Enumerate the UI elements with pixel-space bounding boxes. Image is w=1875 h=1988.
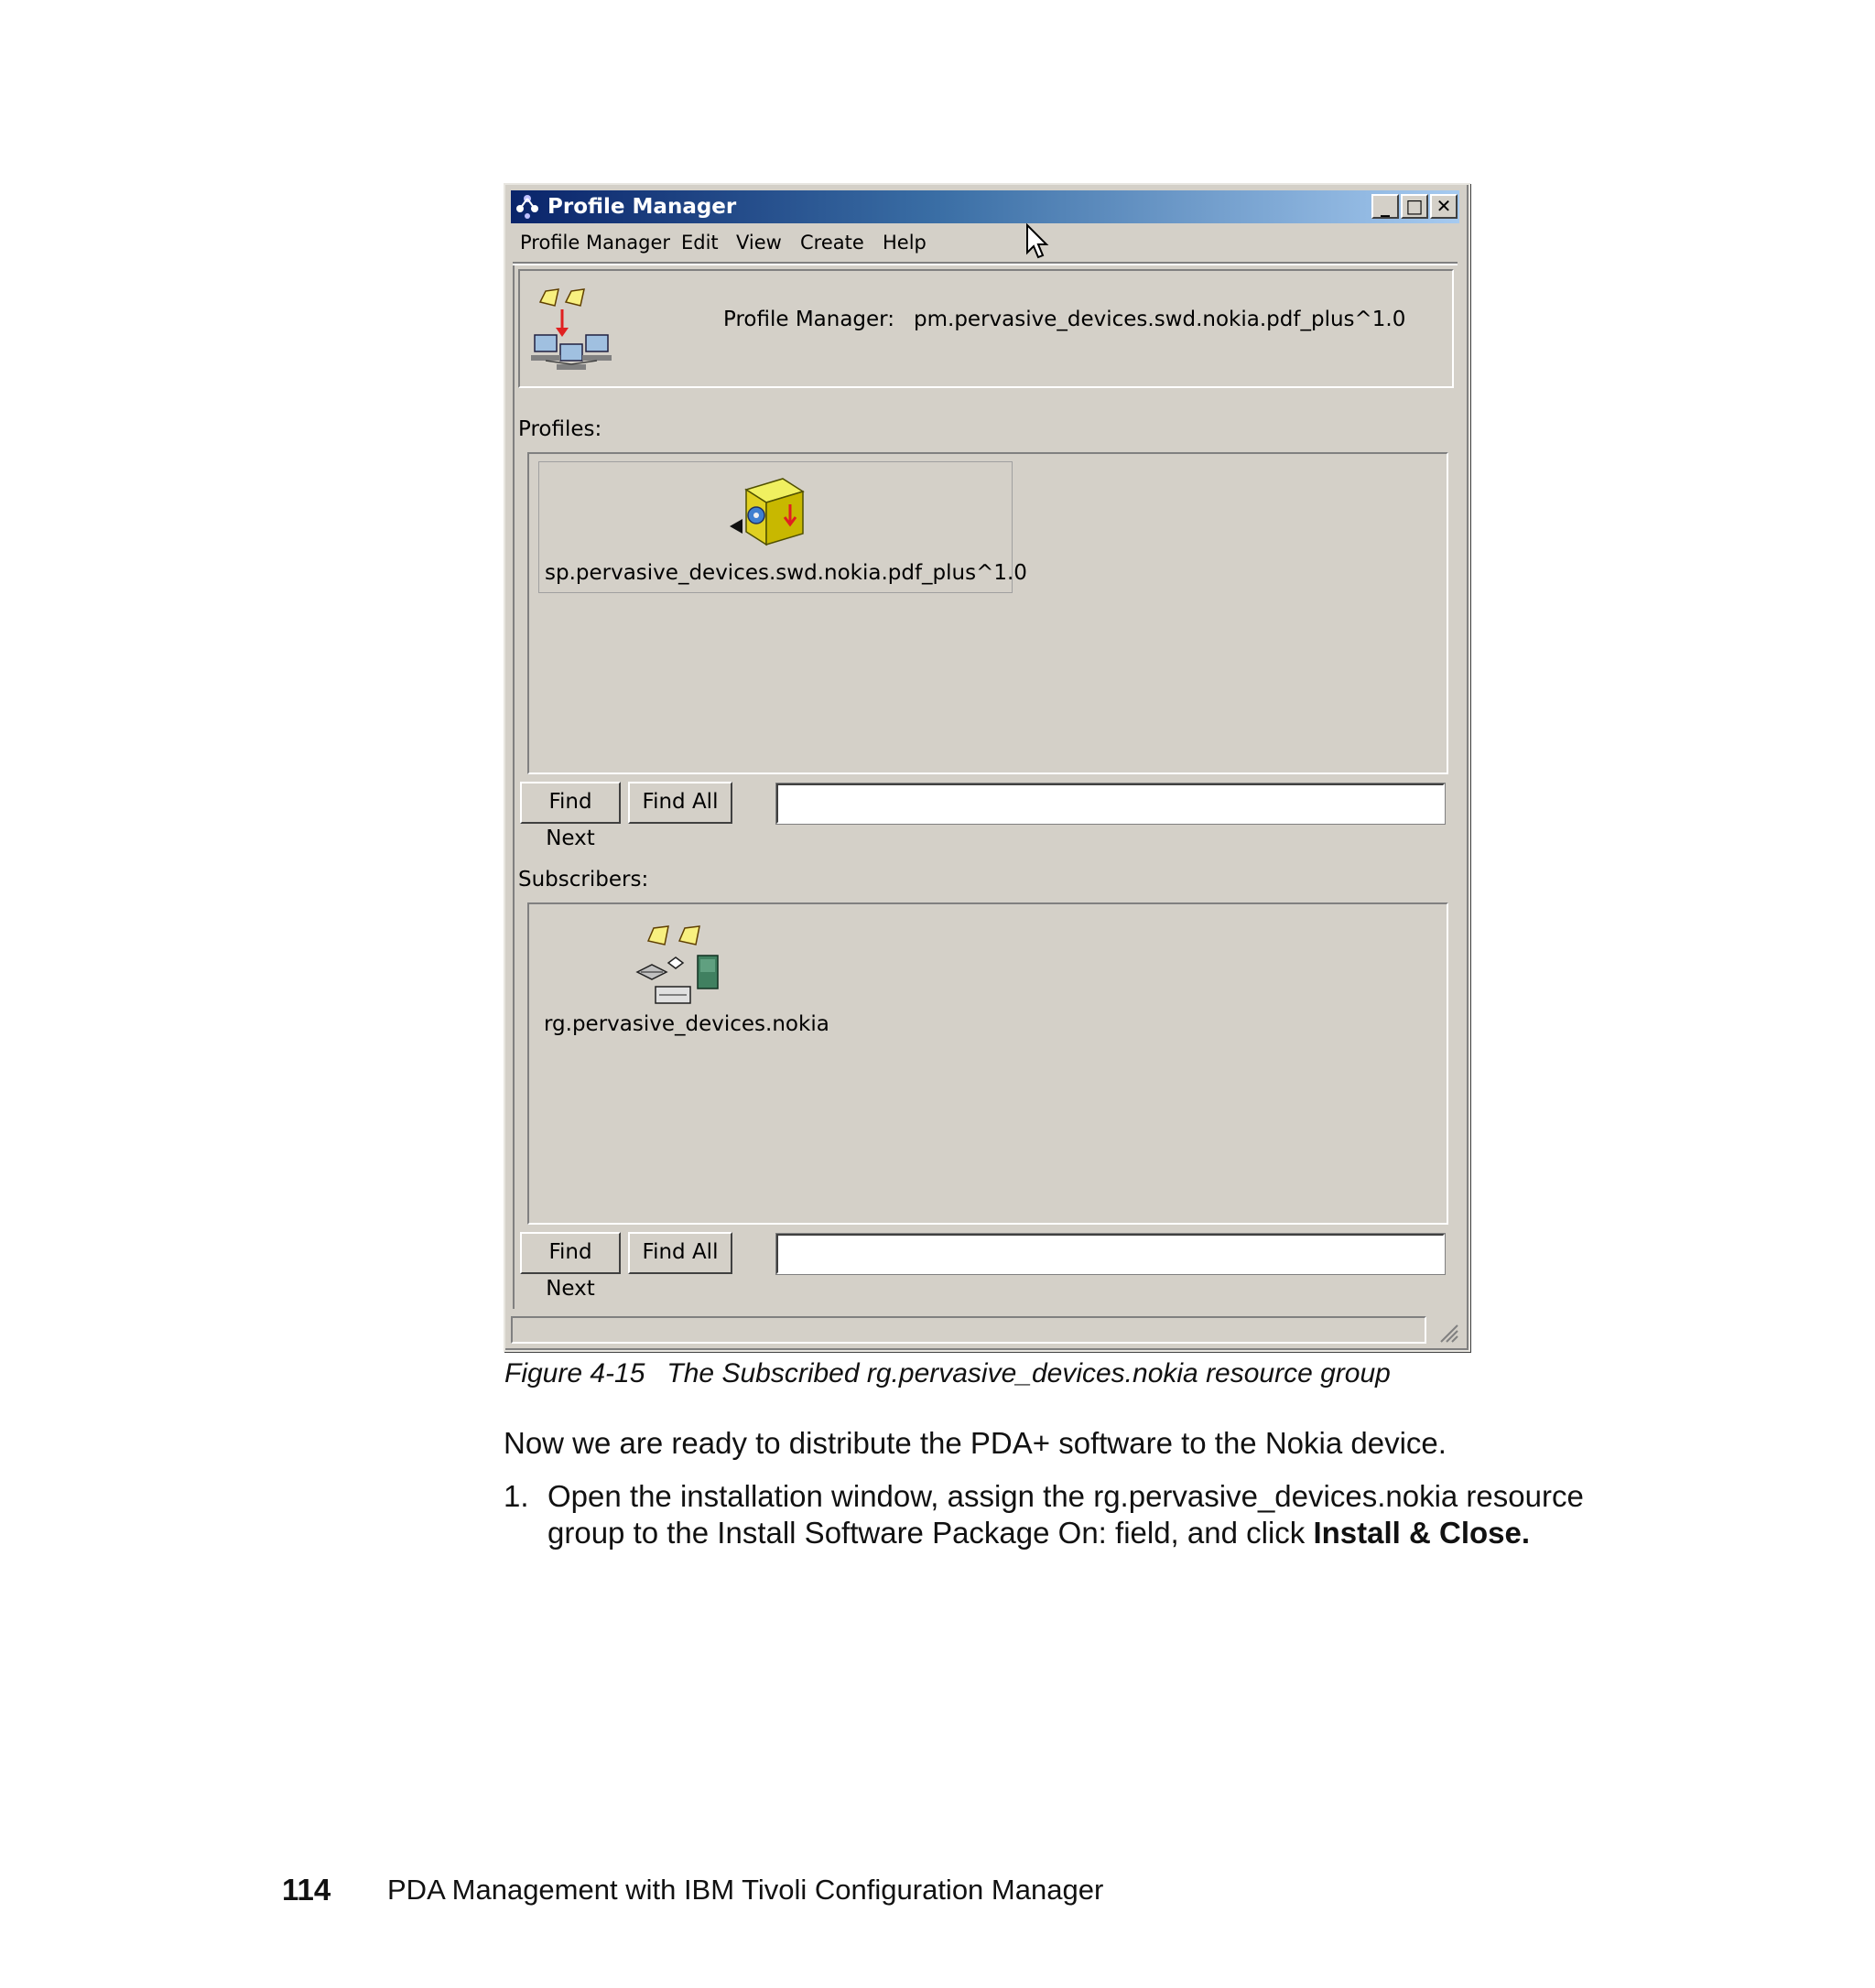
- tivoli-app-icon: [515, 194, 540, 220]
- profile-manager-window: [504, 183, 1470, 1352]
- step-text-line-2-plain: group to the Install Software Package On: field, and click: [547, 1516, 1314, 1550]
- subscribers-list[interactable]: [527, 902, 1448, 1225]
- profile-manager-name: pm.pervasive_devices.swd.nokia.pdf_plus^1.0: [914, 308, 1406, 331]
- profile-manager-header: [518, 269, 1454, 388]
- profiles-find-all-button[interactable]: Find All: [628, 782, 732, 824]
- minimize-button[interactable]: _: [1371, 194, 1399, 219]
- menu-help[interactable]: Help: [883, 232, 927, 254]
- subscriber-name: rg.pervasive_devices.nokia: [544, 1012, 829, 1036]
- profile-name: sp.pervasive_devices.swd.nokia.pdf_plus^1.0: [545, 561, 1027, 585]
- list-item[interactable]: [538, 912, 831, 1049]
- page-number: 114: [282, 1873, 331, 1907]
- profiles-search-input[interactable]: [776, 783, 1445, 824]
- body-paragraph: Now we are ready to distribute the PDA+ software to the Nokia device.: [504, 1426, 1447, 1460]
- install-close-emphasis: Install & Close.: [1313, 1516, 1531, 1550]
- menu-view[interactable]: View: [736, 232, 782, 254]
- menu-divider: [513, 262, 1458, 265]
- profile-manager-label: Profile Manager:: [723, 308, 894, 331]
- maximize-button[interactable]: □: [1401, 194, 1428, 219]
- step-text-line-2: [547, 1516, 1530, 1550]
- resource-group-icon: [635, 921, 723, 1012]
- software-package-icon: [728, 475, 812, 548]
- subscribers-label: Subscribers:: [518, 868, 649, 891]
- subscribers-find-next-button[interactable]: Find Next: [520, 1232, 621, 1274]
- step-number: 1.: [504, 1479, 529, 1513]
- mouse-cursor-icon: [1025, 223, 1049, 260]
- profiles-find-next-button[interactable]: Find Next: [520, 782, 621, 824]
- left-frame-line: [513, 265, 515, 1309]
- resize-grip-icon[interactable]: [1434, 1318, 1459, 1344]
- menu-bar: [511, 225, 1459, 260]
- figure-title: The Subscribed rg.pervasive_devices.nokia resource group: [667, 1358, 1391, 1388]
- list-item[interactable]: [538, 461, 1027, 593]
- subscribers-find-all-button[interactable]: Find All: [628, 1232, 732, 1274]
- menu-edit[interactable]: Edit: [681, 232, 719, 254]
- step-text-line-1: Open the installation window, assign the rg.pervasive_devices.nokia resource: [547, 1479, 1584, 1513]
- menu-profile-manager[interactable]: Profile Manager: [520, 232, 671, 254]
- figure-number: Figure 4-15: [504, 1358, 645, 1388]
- profiles-label: Profiles:: [518, 417, 602, 441]
- profiles-list[interactable]: [527, 452, 1448, 774]
- profile-manager-icon: [527, 282, 619, 377]
- title-bar[interactable]: [511, 190, 1459, 223]
- menu-create[interactable]: Create: [800, 232, 864, 254]
- subscribers-search-input[interactable]: [776, 1234, 1445, 1274]
- window-title: Profile Manager: [547, 195, 737, 219]
- close-button[interactable]: ✕: [1430, 194, 1458, 219]
- figure-caption: [504, 1358, 1391, 1389]
- status-bar: [511, 1316, 1426, 1344]
- book-title: PDA Management with IBM Tivoli Configuration Manager: [387, 1874, 1104, 1906]
